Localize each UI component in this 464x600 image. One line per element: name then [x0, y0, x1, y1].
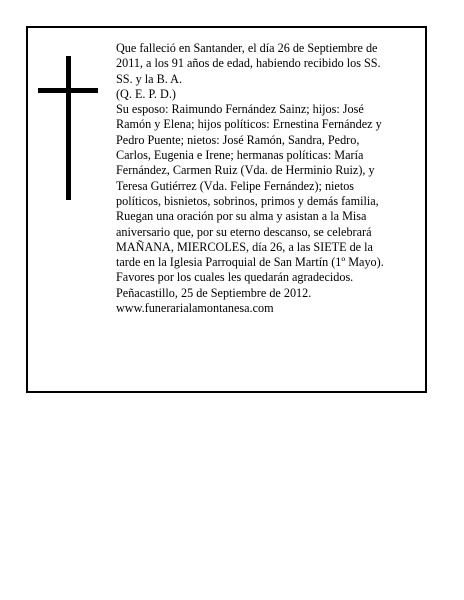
notice-line: SS. y la B. A.	[116, 71, 183, 86]
notice-line: Ramón y Elena; hijos políticos: Ernestina Fernández y	[116, 117, 382, 132]
notice-line: políticos, bisnietos, sobrinos, primos y demás familia,	[116, 193, 379, 208]
cross-horizontal-bar	[38, 88, 98, 93]
cross-icon	[38, 56, 98, 200]
rip-line: (Q. E. P. D.)	[116, 86, 176, 101]
website-line: www.funerarialamontanesa.com	[116, 301, 274, 316]
notice-text	[116, 41, 418, 316]
notice-line: 2011, a los 91 años de edad, habiendo recibido los SS.	[116, 56, 381, 71]
notice-line: Fernández, Carmen Ruiz (Vda. de Herminio Ruiz), y	[116, 163, 375, 178]
notice-line: Teresa Gutiérrez (Vda. Felipe Fernández); nietos	[116, 178, 355, 193]
obituary-notice	[26, 26, 427, 393]
cross-vertical-bar	[66, 56, 71, 200]
notice-line: Su esposo: Raimundo Fernández Sainz; hijos: José	[116, 102, 364, 117]
notice-line: Que falleció en Santander, el día 26 de Septiembre de	[116, 41, 378, 55]
notice-line: Favores por los cuales les quedarán agradecidos.	[116, 270, 354, 285]
notice-line: MAÑANA, MIERCOLES, día 26, a las SIETE de la	[116, 239, 373, 254]
date-line: Peñacastillo, 25 de Septiembre de 2012.	[116, 285, 312, 300]
notice-line: Ruegan una oración por su alma y asistan a la Misa	[116, 209, 367, 224]
notice-line: Carlos, Eugenia e Irene; hermanas políticas: María	[116, 148, 364, 163]
notice-line: Pedro Puente; nietos: José Ramón, Sandra, Pedro,	[116, 132, 360, 147]
notice-line: tarde en la Iglesia Parroquial de San Martín (1º Mayo).	[116, 255, 384, 270]
notice-line: aniversario que, por su eterno descanso, se celebrará	[116, 224, 372, 239]
